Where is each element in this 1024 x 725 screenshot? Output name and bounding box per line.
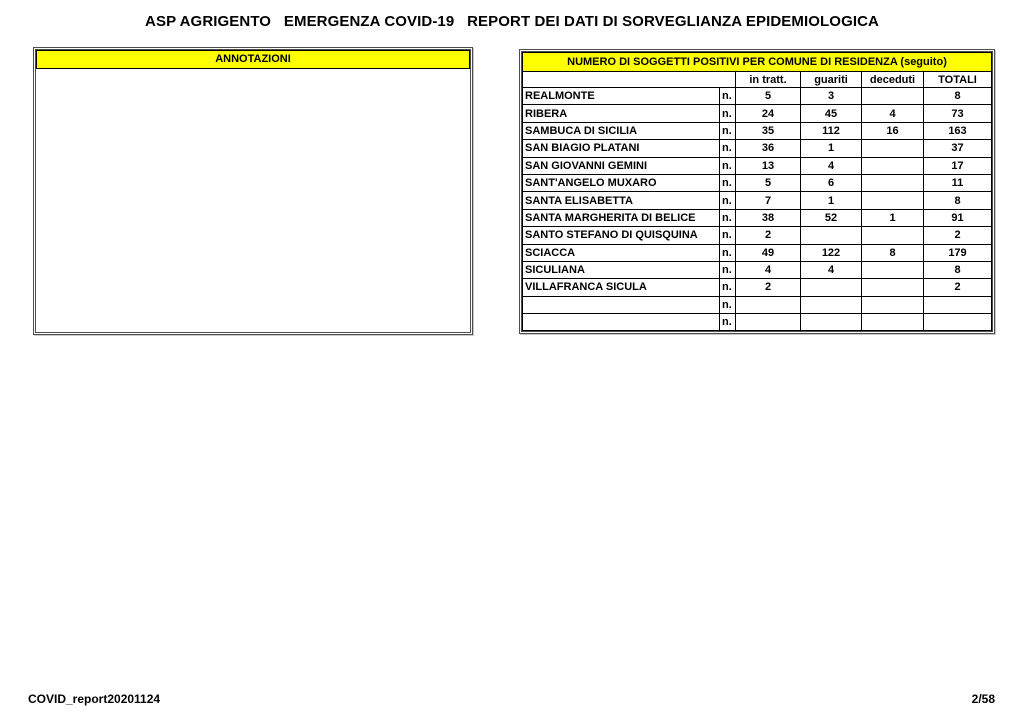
guariti-cell xyxy=(801,227,862,244)
table-row xyxy=(523,105,992,122)
guariti-cell: 4 xyxy=(801,157,862,174)
deceduti-cell xyxy=(862,140,924,157)
table-row xyxy=(523,279,992,296)
in-tratt-cell: 2 xyxy=(736,227,801,244)
guariti-cell: 45 xyxy=(801,105,862,122)
totali-cell: 2 xyxy=(924,227,992,244)
page-title: ASP AGRIGENTO EMERGENZA COVID-19 REPORT DEI DATI DI SORVEGLIANZA EPIDEMIOLOGICA xyxy=(145,13,879,30)
footer-page-number: 2/58 xyxy=(971,692,995,706)
table-row xyxy=(523,314,992,331)
in-tratt-cell: 2 xyxy=(736,279,801,296)
row-label-cell: n. xyxy=(720,279,736,296)
comune-cell: SANTO STEFANO DI QUISQUINA xyxy=(523,227,720,244)
comune-cell: RIBERA xyxy=(523,105,720,122)
annotations-body xyxy=(36,69,470,332)
table-row xyxy=(523,209,992,226)
table-row xyxy=(523,122,992,139)
table-row xyxy=(523,140,992,157)
table-row xyxy=(523,244,992,261)
in-tratt-cell: 49 xyxy=(736,244,801,261)
deceduti-cell xyxy=(862,88,924,105)
totali-cell: 91 xyxy=(924,209,992,226)
in-tratt-cell: 7 xyxy=(736,192,801,209)
in-tratt-cell: 24 xyxy=(736,105,801,122)
in-tratt-cell: 35 xyxy=(736,122,801,139)
guariti-cell: 1 xyxy=(801,192,862,209)
deceduti-cell xyxy=(862,157,924,174)
row-label-cell: n. xyxy=(720,244,736,261)
deceduti-cell xyxy=(862,261,924,278)
guariti-cell: 4 xyxy=(801,261,862,278)
annotations-panel xyxy=(33,47,473,335)
row-label-cell: n. xyxy=(720,314,736,331)
table-row xyxy=(523,174,992,191)
deceduti-cell: 4 xyxy=(862,105,924,122)
comune-cell: SAN BIAGIO PLATANI xyxy=(523,140,720,157)
footer-report-name: COVID_report20201124 xyxy=(28,692,161,706)
row-label-cell: n. xyxy=(720,209,736,226)
in-tratt-cell: 5 xyxy=(736,88,801,105)
column-header-deceduti: deceduti xyxy=(862,72,924,88)
comuni-table-body xyxy=(523,88,992,331)
comune-cell: SANTA MARGHERITA DI BELICE xyxy=(523,209,720,226)
in-tratt-cell xyxy=(736,314,801,331)
deceduti-cell xyxy=(862,227,924,244)
guariti-cell: 112 xyxy=(801,122,862,139)
totali-cell: 11 xyxy=(924,174,992,191)
totali-cell: 163 xyxy=(924,122,992,139)
table-row xyxy=(523,192,992,209)
deceduti-cell xyxy=(862,174,924,191)
deceduti-cell xyxy=(862,314,924,331)
in-tratt-cell: 13 xyxy=(736,157,801,174)
row-label-cell: n. xyxy=(720,140,736,157)
guariti-cell xyxy=(801,279,862,296)
guariti-cell xyxy=(801,314,862,331)
in-tratt-cell: 4 xyxy=(736,261,801,278)
comuni-positivi-table-container xyxy=(519,49,995,334)
column-header-guariti: guariti xyxy=(801,72,862,88)
totali-cell: 2 xyxy=(924,279,992,296)
row-label-cell: n. xyxy=(720,122,736,139)
totali-cell: 8 xyxy=(924,88,992,105)
table-title: NUMERO DI SOGGETTI POSITIVI PER COMUNE DI RESIDENZA (seguito) xyxy=(523,53,992,72)
annotations-header: ANNOTAZIONI xyxy=(36,50,470,69)
totali-cell: 179 xyxy=(924,244,992,261)
comune-cell xyxy=(523,296,720,313)
comune-cell: REALMONTE xyxy=(523,88,720,105)
deceduti-cell: 16 xyxy=(862,122,924,139)
deceduti-cell: 1 xyxy=(862,209,924,226)
comune-cell: SANTA ELISABETTA xyxy=(523,192,720,209)
table-row xyxy=(523,296,992,313)
comune-cell: VILLAFRANCA SICULA xyxy=(523,279,720,296)
table-row xyxy=(523,88,992,105)
totali-cell: 37 xyxy=(924,140,992,157)
deceduti-cell xyxy=(862,192,924,209)
totali-cell xyxy=(924,296,992,313)
column-header-comune xyxy=(523,72,736,88)
comune-cell: SANT'ANGELO MUXARO xyxy=(523,174,720,191)
row-label-cell: n. xyxy=(720,105,736,122)
deceduti-cell: 8 xyxy=(862,244,924,261)
column-header-totali: TOTALI xyxy=(924,72,992,88)
guariti-cell: 3 xyxy=(801,88,862,105)
totali-cell: 8 xyxy=(924,192,992,209)
totali-cell xyxy=(924,314,992,331)
deceduti-cell xyxy=(862,296,924,313)
comune-cell xyxy=(523,314,720,331)
guariti-cell: 122 xyxy=(801,244,862,261)
in-tratt-cell: 5 xyxy=(736,174,801,191)
table-row xyxy=(523,261,992,278)
comune-cell: SICULIANA xyxy=(523,261,720,278)
in-tratt-cell: 38 xyxy=(736,209,801,226)
deceduti-cell xyxy=(862,279,924,296)
table-row xyxy=(523,227,992,244)
table-row xyxy=(523,157,992,174)
row-label-cell: n. xyxy=(720,261,736,278)
row-label-cell: n. xyxy=(720,174,736,191)
comune-cell: SAN GIOVANNI GEMINI xyxy=(523,157,720,174)
table-header-row xyxy=(523,72,992,88)
comune-cell: SCIACCA xyxy=(523,244,720,261)
comune-cell: SAMBUCA DI SICILIA xyxy=(523,122,720,139)
totali-cell: 8 xyxy=(924,261,992,278)
totali-cell: 17 xyxy=(924,157,992,174)
row-label-cell: n. xyxy=(720,227,736,244)
in-tratt-cell xyxy=(736,296,801,313)
row-label-cell: n. xyxy=(720,88,736,105)
row-label-cell: n. xyxy=(720,296,736,313)
comuni-positivi-table xyxy=(522,52,992,331)
row-label-cell: n. xyxy=(720,157,736,174)
in-tratt-cell: 36 xyxy=(736,140,801,157)
guariti-cell: 1 xyxy=(801,140,862,157)
column-header-in-tratt: in tratt. xyxy=(736,72,801,88)
guariti-cell: 52 xyxy=(801,209,862,226)
totali-cell: 73 xyxy=(924,105,992,122)
guariti-cell xyxy=(801,296,862,313)
comuni-table-head xyxy=(523,53,992,88)
row-label-cell: n. xyxy=(720,192,736,209)
guariti-cell: 6 xyxy=(801,174,862,191)
table-title-row xyxy=(523,53,992,72)
